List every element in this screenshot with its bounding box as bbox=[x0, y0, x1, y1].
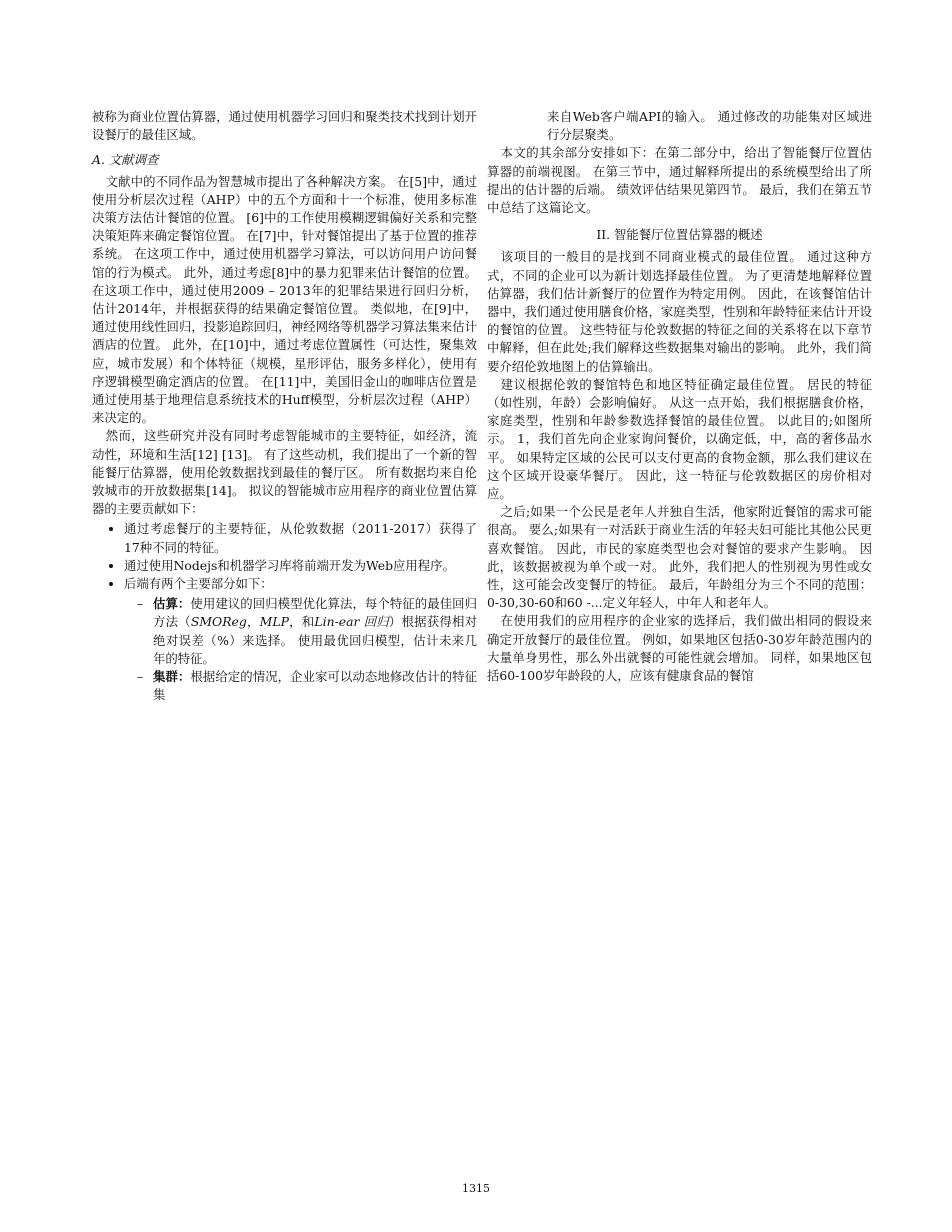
contribution-item: • 通过考虑餐厅的主要特征，从伦敦数据（2011-2017）获得了17种不同的特征。 bbox=[124, 520, 477, 556]
method-smoreg: SMOReg bbox=[190, 614, 247, 630]
cluster-label: 集群： bbox=[153, 669, 191, 685]
overview-paragraph-3: 之后;如果一个公民是老年人并独自生活，他家附近餐馆的需求可能很高。 要么;如果有一对活跃于商业生活的年轻夫妇可能比其他公民更喜欢餐馆。 因此，市民的家庭类型也会对餐馆的要求产生影响。 因此，该数据被视为单个或一对。 此外，我们把人的性别视为男性或女性，这可能会改变餐厅的特征。 最后，年龄组分为三个不同的范围：0-30,30-60和60 -...定义年轻人，中年人和老年人。 bbox=[487, 504, 872, 611]
section-ii-heading: II. 智能餐厅位置估算器的概述 bbox=[596, 227, 763, 243]
right-column bbox=[487, 108, 872, 685]
estimate-item: – 估算：使用建议的回归模型优化算法，每个特征的最佳回归方法（SMOReg，MLP，和Lin-ear 回归）根据获得相对绝对误差（%）来选择。 使用最优回归模型，估计未来几年的特征。 bbox=[153, 595, 477, 668]
method-linear-regression: Lin-ear 回归 bbox=[314, 614, 389, 630]
estimate-label: 估算： bbox=[153, 596, 191, 612]
overview-paragraph-4: 在使用我们的应用程序的企业家的选择后，我们做出相同的假设来确定开放餐厅的最佳位置。 例如，如果地区包括0-30岁年龄范围内的大量单身男性，那么外出就餐的可能性就会增加。 同样，如果地区包括60-100岁年龄段的人，应该有健康食品的餐馆 bbox=[487, 613, 872, 684]
overview-paragraph-1: 该项目的一般目的是找到不同商业模式的最佳位置。 通过这种方式，不同的企业可以为新计划选择最佳位置。 为了更清楚地解释位置估算器，我们估计新餐厅的位置作为特定用例。 因此，在该餐馆估计器中，我们通过使用膳食价格，家庭类型，性别和年龄特征来估计开设的餐馆的位置。 这些特征与伦敦数据的特征之间的关系将在以下章节中解释，但在此处;我们解释这些数据集对输出的影响。 此外，我们简要介绍伦敦地图上的估算输出。 bbox=[487, 249, 872, 374]
contributions-list bbox=[92, 520, 477, 704]
contribution-item-text: 后端有两个主要部分如下： bbox=[124, 576, 273, 592]
section-a-heading: A. 文献调查 bbox=[92, 152, 159, 168]
cluster-item: – 集群：根据给定的情况，企业家可以动态地修改估计的特征集 bbox=[153, 668, 477, 704]
left-column bbox=[92, 108, 477, 705]
literature-paragraph-1: 文献中的不同作品为智慧城市提出了各种解决方案。 在[5]中，通过使用分析层次过程（AHP）中的五个方面和十一个标准，使用多标准决策方法估计餐馆的位置。 [6]中的工作使用模糊逻辑偏好关系和完整决策矩阵来确定餐馆位置。 在[7]中，针对餐馆提出了基于位置的推荐系统。 在这项工作中，通过使用机器学习算法，可以访问用户访问餐馆的行为模式。 此外，通过考虑[8]中的暴力犯罪来估计餐馆的位置。 在这项工作中，通过使用2009 – 2013年的犯罪结果进行回归分析，估计2014年，并根据获得的结果确定餐馆位置。 类似地，在[9]中，通过使用线性回归，投影追踪回归，神经网络等机器学习算法集来估计酒店的位置。 此外，在[10]中，通过考虑位置属性（可达性，聚集效应，城市发展）和个体特征（规模，星形评估，服务多样化），使用有序逻辑模型确定酒店的位置。 在[11]中，美国旧金山的咖啡店位置是通过使用基于地理信息系统技术的Huff模型，分析层次过程（AHP）来决定的。 bbox=[92, 173, 477, 426]
contribution-item: • 通过使用Nodejs和机器学习库将前端开发为Web应用程序。 bbox=[124, 557, 477, 575]
contribution-item bbox=[124, 575, 477, 704]
method-mlp: MLP bbox=[259, 614, 289, 630]
cluster-item-continued: 来自Web客户端API的输入。 通过修改的功能集对区域进行分层聚类。 bbox=[547, 109, 872, 143]
backend-parts-list bbox=[124, 595, 477, 704]
overview-paragraph-2: 建议根据伦敦的餐馆特色和地区特征确定最佳位置。 居民的特征（如性别，年龄）会影响偏好。 从这一点开始，我们根据膳食价格，家庭类型，性别和年龄参数选择餐馆的最佳位置。 以此目的;如图所示。 1，我们首先向企业家询问餐价，以确定低，中，高的奢侈品水平。 如果特定区域的公民可以支付更高的食物金额，那么我们建议在这个区域开设豪华餐厅。 因此，这一特征与伦敦数据区的房价相对应。 bbox=[487, 376, 872, 502]
organization-paragraph: 本文的其余部分安排如下：在第二部分中，给出了智能餐厅位置估算器的前端视图。 在第三节中，通过解释所提出的系统模型给出了所提出的估计器的后端。 绩效评估结果见第四节。 最后，我们在第五节中总结了这篇论文。 bbox=[487, 145, 872, 216]
intro-paragraph: 被称为商业位置估算器，通过使用机器学习回归和聚类技术找到计划开设餐厅的最佳区域。 bbox=[92, 109, 477, 143]
literature-paragraph-2: 然而，这些研究并没有同时考虑智能城市的主要特征，如经济，流动性，环境和生活[12] [13]。 有了这些动机，我们提出了一个新的智能餐厅估算器，使用伦敦数据找到最佳的餐厅区。 所有数据均来自伦敦城市的开放数据集[14]。 拟议的智能城市应用程序的商业位置估算器的主要贡献如下： bbox=[92, 428, 477, 517]
page-number: 1315 bbox=[462, 1182, 490, 1195]
